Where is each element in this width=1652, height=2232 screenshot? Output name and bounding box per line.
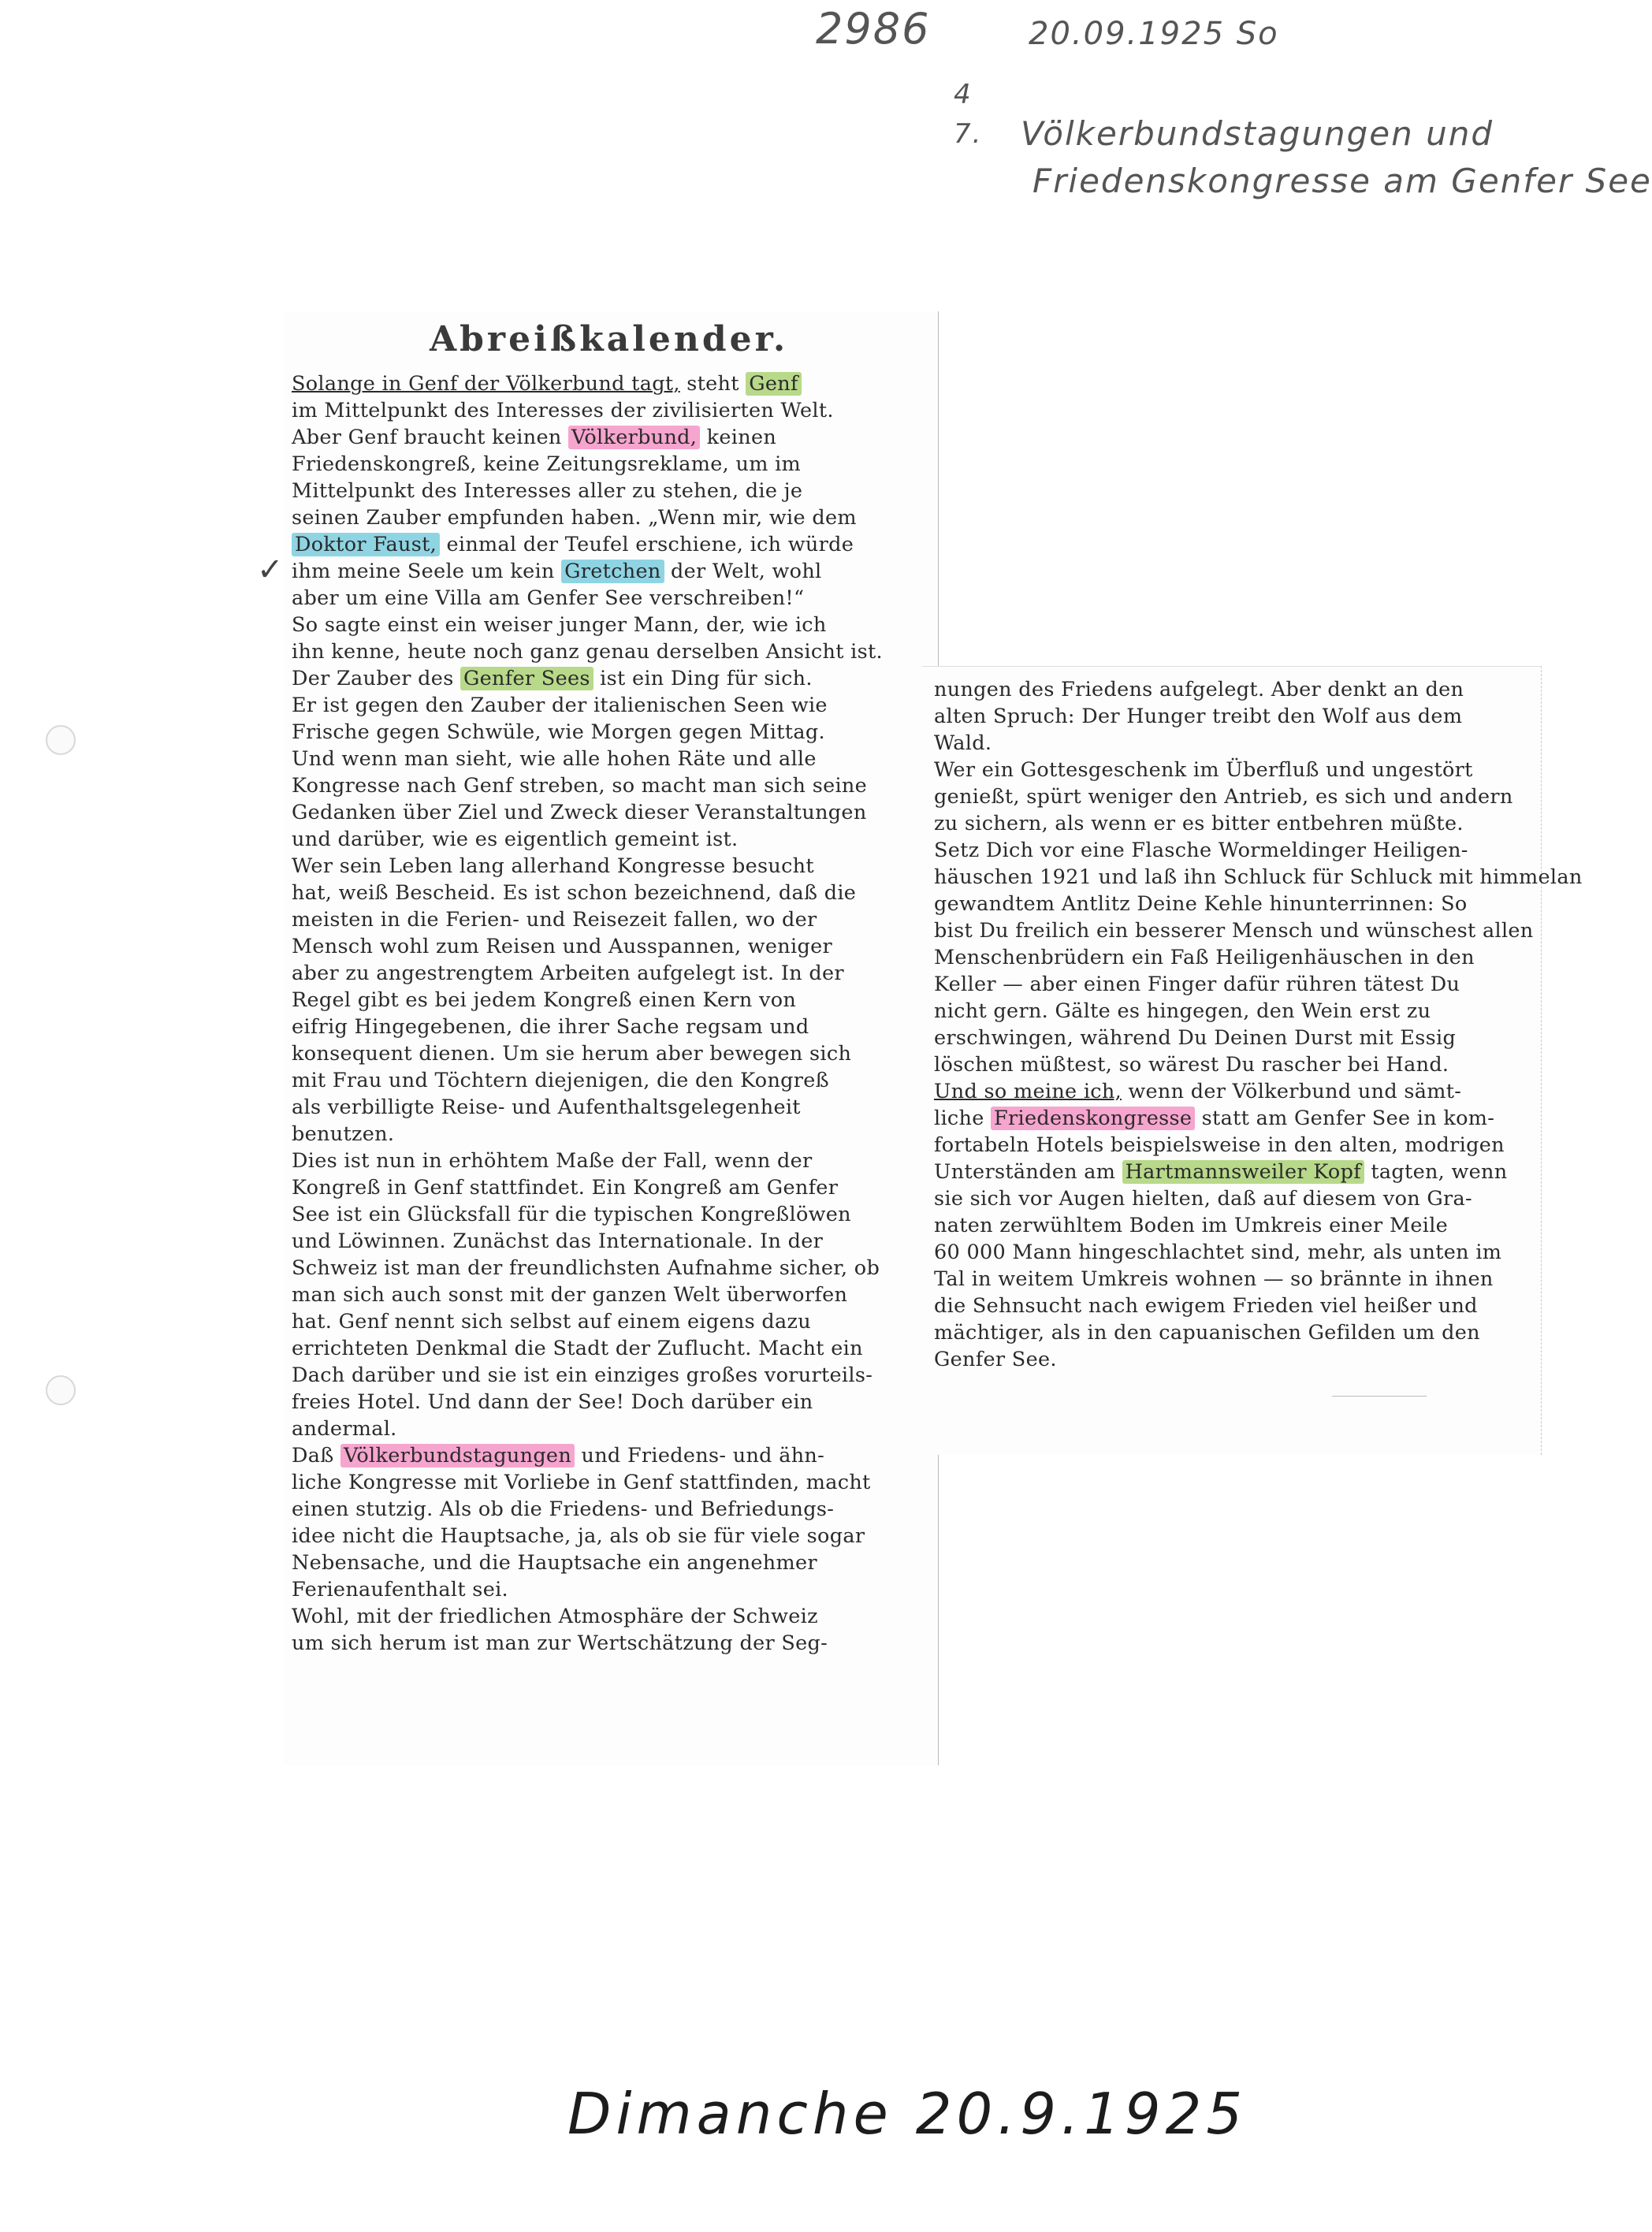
text-line: liche Friedenskongresse statt am Genfer See in kom- [934,1107,1495,1130]
highlight-doktor-faust: Doktor Faust, [292,533,440,556]
text-line: die Sehnsucht nach ewigem Frieden viel heißer und [934,1294,1478,1318]
text-line: Mensch wohl zum Reisen und Ausspannen, weniger [292,935,832,958]
clipping-right-column [922,666,1583,1455]
text-line: nicht gern. Gälte es hingegen, den Wein erst zu [934,999,1431,1023]
text-line: Wohl, mit der friedlichen Atmosphäre der Schweiz [292,1605,818,1628]
text-line: seinen Zauber empfunden haben. „Wenn mir, wie dem [292,506,857,530]
text-line: Er ist gegen den Zauber der italienischen Seen wie [292,694,828,717]
text-line: So sagte einst ein weiser junger Mann, der, wie ich [292,613,827,637]
text-line: hat. Genf nennt sich selbst auf einem eigens dazu [292,1310,811,1334]
text-line: idee nicht die Hauptsache, ja, als ob sie für viele sogar [292,1524,865,1548]
text-line: genießt, spürt weniger den Antrieb, es sich und andern [934,785,1513,809]
text-line: Kongreß in Genf stattfindet. Ein Kongreß am Genfer [292,1176,839,1200]
text-line: Solange in Genf der Völkerbund tagt, steht Genf [292,370,914,397]
text-line: Wald. [934,731,992,755]
text-line: Nebensache, und die Hauptsache ein angenehmer [292,1551,817,1575]
text-line: Regel gibt es bei jedem Kongreß einen Kern von [292,988,797,1012]
footer-date: Dimanche 20.9.1925 [567,2081,1248,2147]
text-line: als verbilligte Reise- und Aufenthaltsgelegenheit [292,1096,801,1119]
text-line: aber zu angestrengtem Arbeiten aufgelegt ist. In der [292,962,844,985]
text-line: zu sichern, als wenn er es bitter entbehren müßte. [934,812,1464,835]
text-line: Tal in weitem Umkreis wohnen — so brännte in ihnen [934,1267,1494,1291]
text-line: man sich auch sonst mit der ganzen Welt überworfen [292,1283,848,1307]
text-line: Menschenbrüdern ein Faß Heiligenhäuschen in den [934,946,1475,969]
underlined-phrase: Solange in Genf der Völkerbund tagt, [292,372,680,396]
highlight-hartmannsweiler-kopf: Hartmannsweiler Kopf [1122,1160,1364,1184]
text-line: mit Frau und Töchtern diejenigen, die den Kongreß [292,1069,830,1092]
text-line: alten Spruch: Der Hunger treibt den Wolf aus dem [934,705,1463,728]
highlight-gretchen: Gretchen [561,560,664,583]
text-line: gewandtem Antlitz Deine Kehle hinunterrinnen: So [934,892,1468,916]
right-column-text [934,676,1583,1373]
text-line: Ferienaufenthalt sei. [292,1578,508,1601]
text-line: im Mittelpunkt des Interesses der zivilisierten Welt. [292,399,834,422]
text-line: Keller — aber einen Finger dafür rühren tätest Du [934,973,1460,996]
subject-line-2: Friedenskongresse am Genfer See [1032,162,1652,200]
punch-hole-top [46,725,76,755]
text-line: löschen müßtest, so wärest Du rascher bei Hand. [934,1053,1449,1077]
archive-date: 20.09.1925 So [1029,16,1279,52]
archive-number: 2986 [816,4,931,54]
highlight-genf: Genf [746,372,802,396]
text-line: liche Kongresse mit Vorliebe in Genf stattfinden, macht [292,1471,871,1494]
highlight-genfer-sees: Genfer Sees [460,667,593,690]
text-line: Genfer See. [934,1348,1057,1371]
text-line: Daß Völkerbundstagungen und Friedens- und ähn- [292,1444,825,1468]
text-line: andermal. [292,1417,397,1441]
text-line: um sich herum ist man zur Wertschätzung der Seg- [292,1631,828,1655]
text-line: nungen des Friedens aufgelegt. Aber denkt an den [934,678,1464,701]
text-line: Aber Genf braucht keinen Völkerbund, keinen [292,426,777,449]
text-line: Doktor Faust, einmal der Teufel erschiene, ich würde [292,531,914,558]
underlined-phrase: Und so meine ich, [934,1080,1122,1103]
text-line: Unterständen am Hartmannsweiler Kopf tagten, wenn [934,1160,1508,1184]
text-line: Mittelpunkt des Interesses aller zu stehen, die je [292,479,803,503]
text-line: benutzen. [292,1122,395,1146]
text-line: Setz Dich vor eine Flasche Wormeldinger Heiligen- [934,839,1468,862]
clipping-left-column [284,311,939,1765]
text-line: Gedanken über Ziel und Zweck dieser Veranstaltungen [292,801,867,824]
text-line: konsequent dienen. Um sie herum aber bewegen sich [292,1042,852,1066]
text-line: und darüber, wie es eigentlich gemeint ist. [292,828,739,851]
end-rule [1332,1396,1427,1397]
punch-hole-bottom [46,1375,76,1405]
text-line: eifrig Hingegebenen, die ihrer Sache regsam und [292,1015,809,1039]
article-headline: Abreißkalender. [430,319,789,359]
text-line: Frische gegen Schwüle, wie Morgen gegen Mittag. [292,720,825,744]
text-line: Friedenskongreß, keine Zeitungsreklame, um im [292,452,802,476]
text-line: freies Hotel. Und dann der See! Doch darüber ein [292,1390,813,1414]
text-line: naten zerwühltem Boden im Umkreis einer Meile [934,1214,1449,1237]
text-line: ihn kenne, heute noch ganz genau derselben Ansicht ist. [292,640,883,664]
left-column-text [292,370,914,1657]
highlight-voelkerbundstagungen: Völkerbundstagungen [340,1444,575,1468]
text-line: bist Du freilich ein besserer Mensch und wünschest allen [934,919,1534,943]
text-line: See ist ein Glücksfall für die typischen Kongreßlöwen [292,1203,851,1226]
text-line: ihm meine Seele um kein Gretchen der Welt, wohl [292,560,822,583]
text-line: Schweiz ist man der freundlichsten Aufnahme sicher, ob [292,1256,880,1280]
subject-line-1: Völkerbundstagungen und [1021,114,1494,153]
item-number-top: 4 [954,79,973,110]
text-line: fortabeln Hotels beispielsweise in den alten, modrigen [934,1133,1505,1157]
text-line: meisten in die Ferien- und Reisezeit fallen, wo der [292,908,817,932]
text-line: Dach darüber und sie ist ein einziges großes vorurteils- [292,1363,873,1387]
text-line: hat, weiß Bescheid. Es ist schon bezeichnend, daß die [292,881,857,905]
text-line: sie sich vor Augen hielten, daß auf diesem von Gra- [934,1187,1472,1211]
text-line: mächtiger, als in den capuanischen Gefilden um den [934,1321,1480,1345]
text-line: einen stutzig. Als ob die Friedens- und Befriedungs- [292,1497,835,1521]
text-line: errichteten Denkmal die Stadt der Zuflucht. Macht ein [292,1337,863,1360]
text-line: Der Zauber des Genfer Sees ist ein Ding für sich. [292,667,813,690]
text-line: Wer sein Leben lang allerhand Kongresse besucht [292,854,814,878]
margin-check-mark: ✓ [257,552,284,588]
text-line: Dies ist nun in erhöhtem Maße der Fall, wenn der [292,1149,813,1173]
text-line: 60 000 Mann hingeschlachtet sind, mehr, als unten im [934,1241,1502,1264]
text-line: Und so meine ich, wenn der Völkerbund und sämt- [934,1080,1462,1103]
item-number-bottom: 7. [954,118,983,150]
text-line: Wer ein Gottesgeschenk im Überfluß und ungestört [934,758,1473,782]
text-line: erschwingen, während Du Deinen Durst mit Essig [934,1026,1457,1050]
text-line: und Löwinnen. Zunächst das Internationale. In der [292,1229,824,1253]
text-line: aber um eine Villa am Genfer See verschreiben!“ [292,586,805,610]
text-line: Und wenn man sieht, wie alle hohen Räte und alle [292,747,817,771]
text-line: Kongresse nach Genf streben, so macht man sich seine [292,774,868,798]
text-line: häuschen 1921 und laß ihn Schluck für Schluck mit himmelan [934,865,1583,889]
highlight-voelkerbund: Völkerbund, [568,426,700,449]
highlight-friedenskongresse: Friedenskongresse [991,1107,1195,1130]
